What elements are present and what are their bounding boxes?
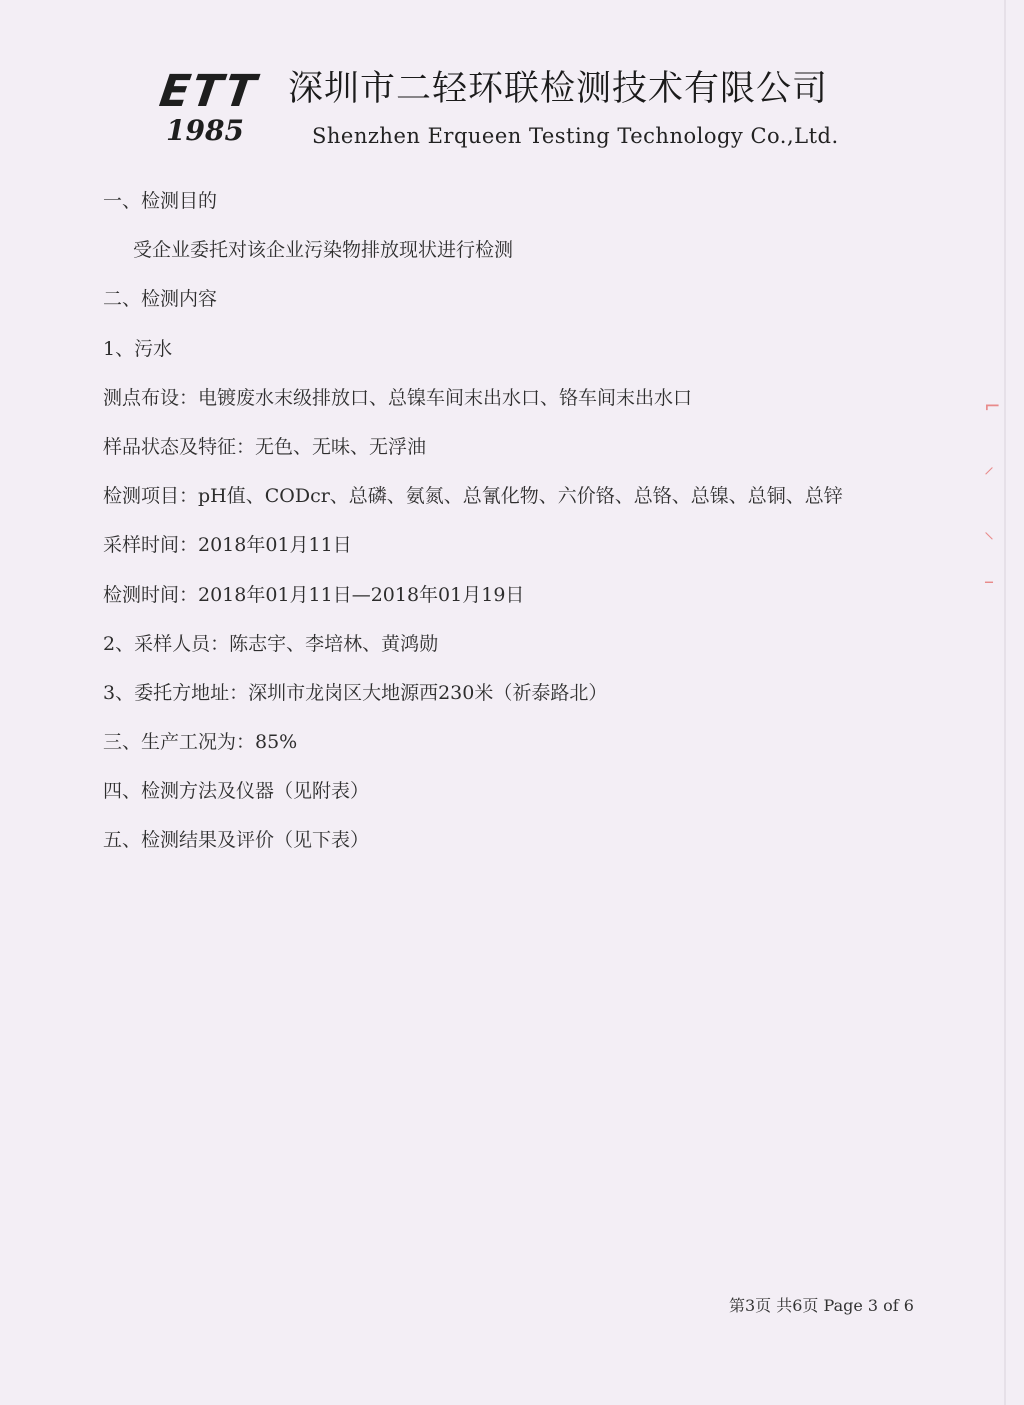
- subsection-wastewater: 1、污水: [103, 337, 173, 360]
- section-heading-methods: 四、检测方法及仪器（见附表）: [103, 780, 370, 803]
- company-logo: [156, 66, 280, 150]
- sampling-staff: 2、采样人员：陈志宇、李培林、黄鸿勋: [103, 632, 439, 655]
- seal-fragment-icon: ⌐: [984, 394, 1001, 418]
- section-heading-purpose: 一、检测目的: [103, 190, 218, 212]
- section-heading-content: 二、检测内容: [103, 288, 218, 311]
- sampling-points: 测点布设：电镀废水末级排放口、总镍车间末出水口、铬车间末出水口: [103, 386, 693, 409]
- page-edge: [1004, 0, 1006, 1405]
- client-address: 3、委托方地址：深圳市龙岗区大地源西230米（祈泰路北）: [103, 681, 608, 704]
- logo-ett-text: ETT: [156, 66, 261, 117]
- production-condition: 三、生产工况为：85%: [103, 731, 298, 754]
- company-name-english: Shenzhen Erqueen Testing Technology Co.,Ltd.: [312, 124, 839, 148]
- letterhead: [156, 62, 880, 162]
- seal-fragment-icon: ⸝: [984, 454, 994, 478]
- seal-fragment-icon: ⸜: [984, 519, 994, 543]
- purpose-text: 受企业委托对该企业污染物排放现状进行检测: [133, 239, 514, 262]
- seal-fragment-icon: –: [984, 569, 994, 593]
- test-items: 检测项目：pH值、CODcr、总磷、氨氮、总氰化物、六价铬、总铬、总镍、总铜、总锌: [103, 485, 843, 508]
- testing-period: 检测时间：2018年01月11日—2018年01月19日: [103, 583, 525, 606]
- logo-year-text: 1985: [166, 114, 244, 147]
- company-name-chinese: 深圳市二轻环联检测技术有限公司: [288, 69, 829, 109]
- report-body: [103, 186, 903, 875]
- sample-state: 样品状态及特征：无色、无味、无浮油: [103, 435, 427, 458]
- section-heading-results: 五、检测结果及评价（见下表）: [103, 829, 370, 852]
- sampling-date: 采样时间：2018年01月11日: [103, 534, 352, 557]
- page-number: 第3页 共6页 Page 3 of 6: [728, 1296, 914, 1315]
